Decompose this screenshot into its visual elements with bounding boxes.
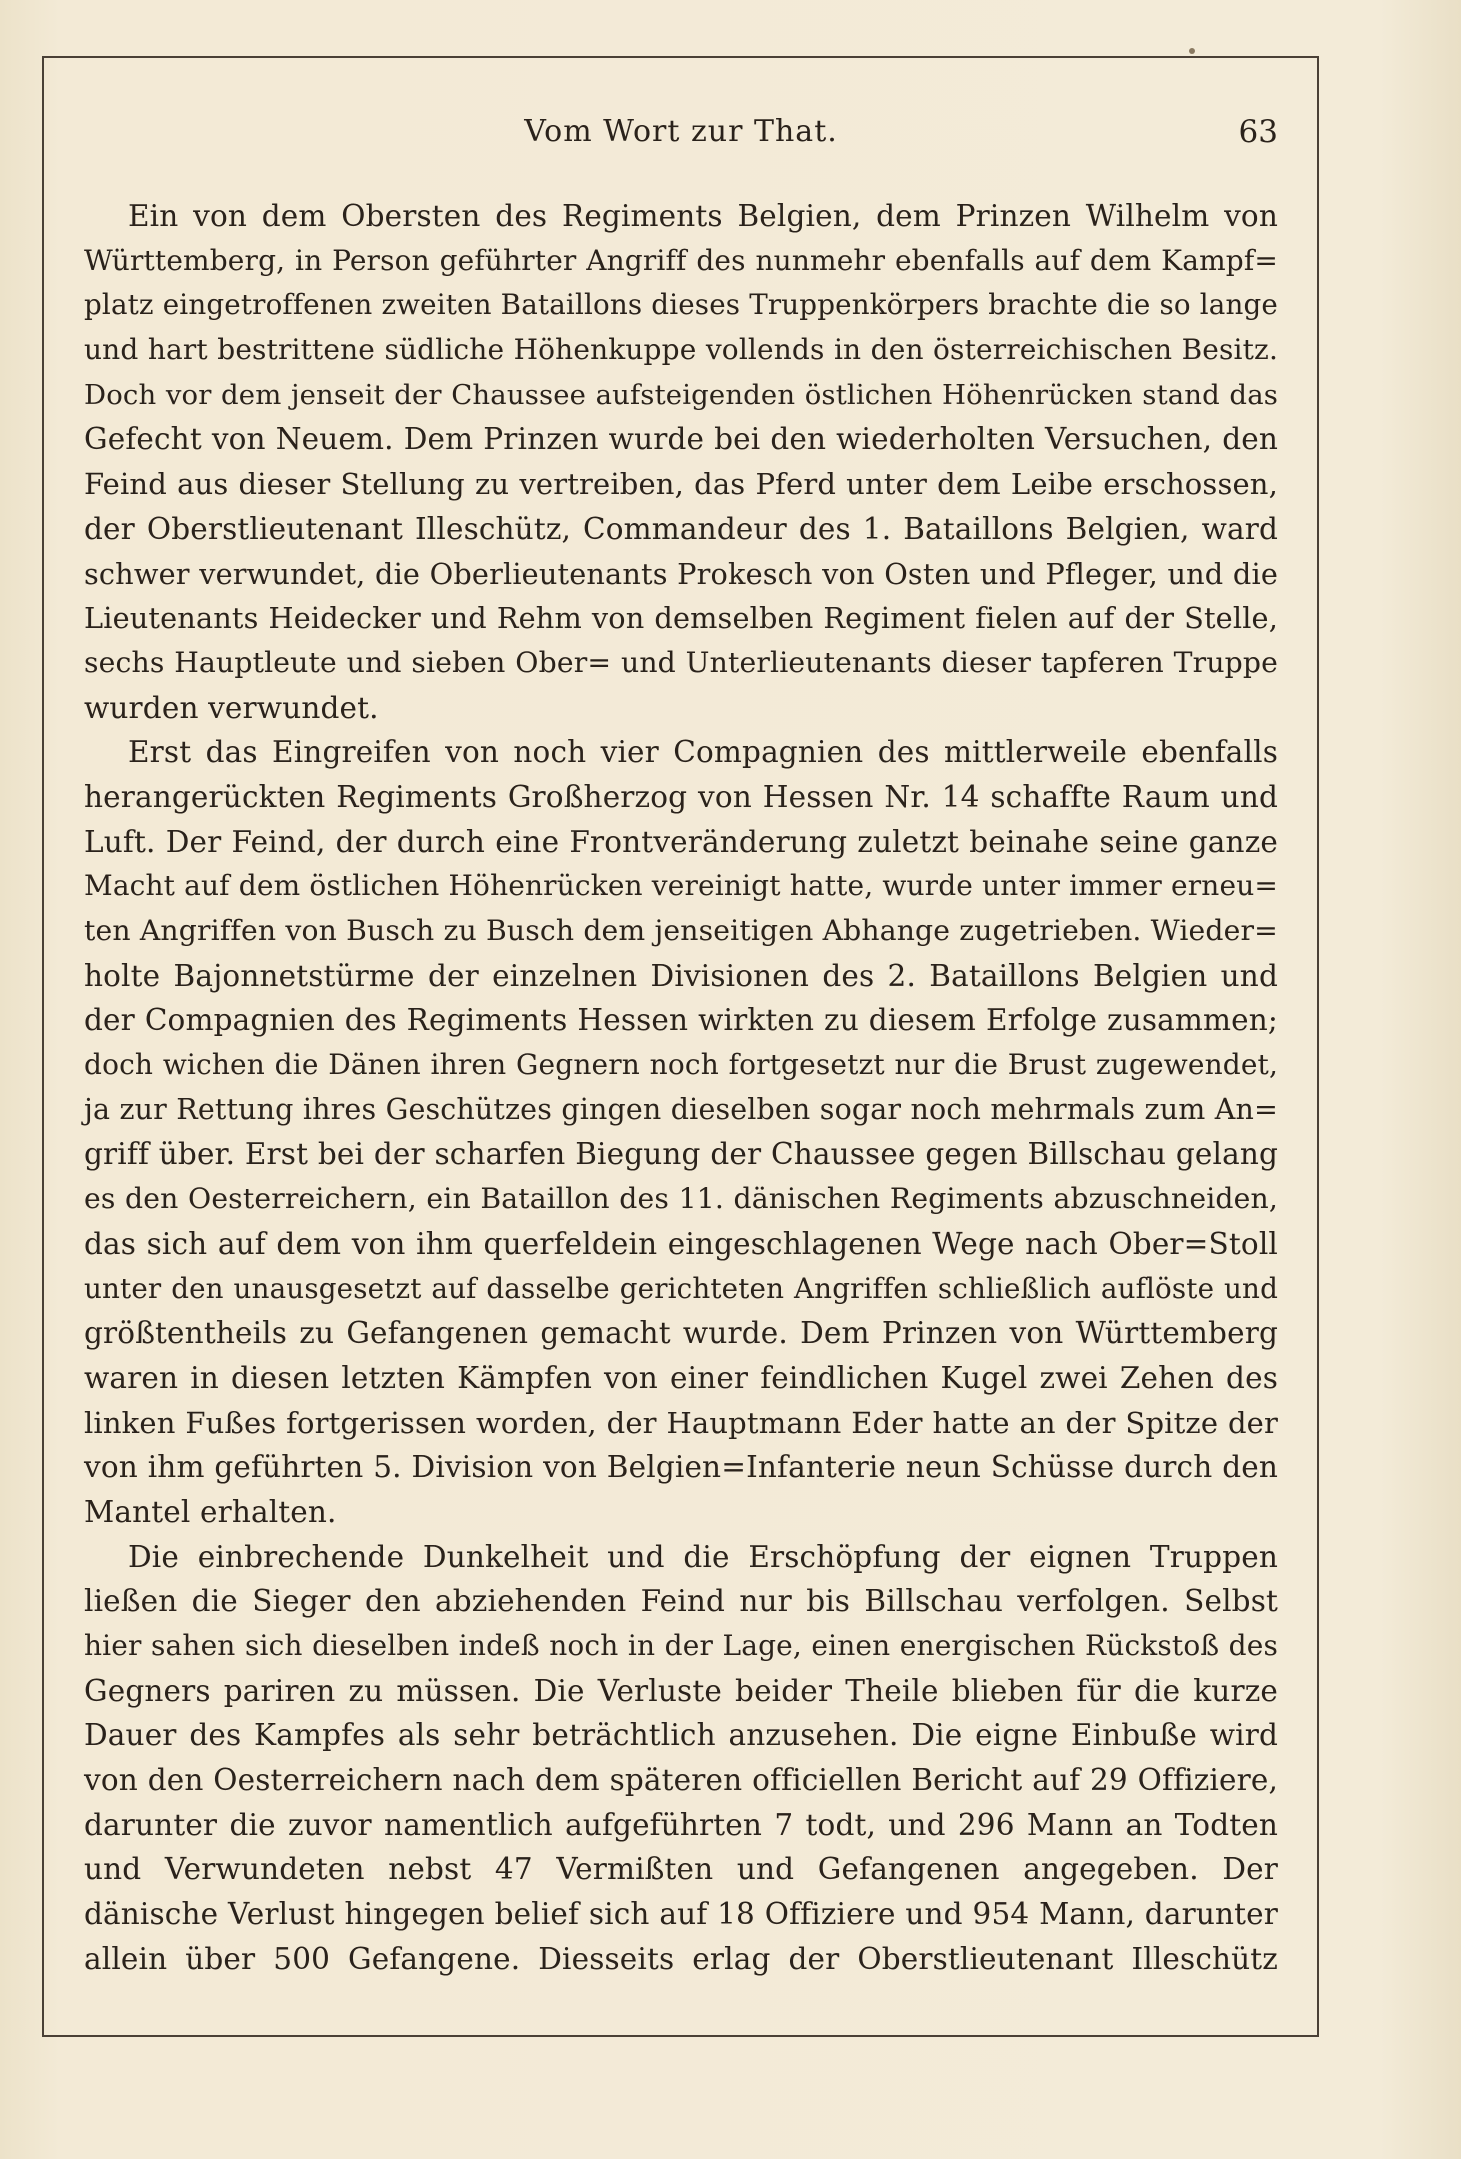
text-line: platz eingetroffenen zweiten Bataillons dieses Truppenkörpers brachte die so lange	[84, 288, 1278, 322]
text-line: waren in diesen letzten Kämpfen von einer feindlichen Kugel zwei Zehen des	[84, 1360, 1278, 1395]
text-line: Gefecht von Neuem. Dem Prinzen wurde bei den wiederholten Versuchen, den	[84, 422, 1278, 457]
text-line: hier sahen sich dieselben indeß noch in der Lage, einen energischen Rückstoß des	[84, 1629, 1278, 1662]
paragraph	[84, 730, 1278, 1534]
text-line: der Oberstlieutenant Illeschütz, Commandeur des 1. Bataillons Belgien, ward	[84, 511, 1278, 546]
text-line: ja zur Rettung ihres Geschützes gingen dieselben sogar noch mehrmals zum An=	[84, 1092, 1278, 1126]
running-title: Vom Wort zur That.	[524, 114, 838, 149]
text-line: allein über 500 Gefangene. Diesseits erlag der Oberstlieutenant Illeschütz	[84, 1941, 1278, 1976]
text-line: linken Fußes fortgerissen worden, der Hauptmann Eder hatte an der Spitze der	[84, 1405, 1278, 1440]
text-line: und hart bestrittene südliche Höhenkuppe vollends in den österreichischen Besitz.	[84, 333, 1278, 367]
text-line: sechs Hauptleute und sieben Ober= und Unterlieutenants dieser tapferen Truppe	[84, 645, 1278, 679]
text-line: Lieutenants Heidecker und Rehm von demselben Regiment fielen auf der Stelle,	[84, 601, 1278, 636]
text-line: Doch vor dem jenseit der Chaussee aufsteigenden östlichen Höhenrücken stand das	[84, 378, 1278, 411]
text-line: es den Oesterreichern, ein Bataillon des 11. dänischen Regiments abzuschneiden,	[84, 1182, 1278, 1216]
text-line: Dauer des Kampfes als sehr beträchtlich anzusehen. Die eigne Einbuße wird	[84, 1718, 1278, 1753]
text-line: Ein von dem Obersten des Regiments Belgien, dem Prinzen Wilhelm von	[128, 199, 1278, 233]
text-line: größtentheils zu Gefangenen gemacht wurde. Dem Prinzen von Württemberg	[84, 1316, 1278, 1351]
text-line: holte Bajonnetstürme der einzelnen Divisionen des 2. Bataillons Belgien und	[84, 958, 1278, 993]
text-line: Macht auf dem östlichen Höhenrücken vereinigt hatte, wurde unter immer erneu=	[84, 869, 1278, 903]
body-text	[84, 194, 1278, 1982]
text-line: ten Angriffen von Busch zu Busch dem jenseitigen Abhange zugetrieben. Wieder=	[84, 914, 1278, 947]
text-line: Luft. Der Feind, der durch eine Frontveränderung zuletzt beinahe seine ganze	[84, 824, 1278, 859]
text-line: unter den unausgesetzt auf dasselbe gerichteten Angriffen schließlich auflöste und	[84, 1271, 1278, 1305]
text-line: das sich auf dem von ihm querfeldein eingeschlagenen Wege nach Ober=Stoll	[84, 1226, 1278, 1261]
text-line: schwer verwundet, die Oberlieutenants Prokesch von Osten und Pfleger, und die	[84, 556, 1278, 591]
paper-speck	[1189, 48, 1195, 54]
text-line: von ihm geführten 5. Division von Belgien=Infanterie neun Schüsse durch den	[84, 1450, 1278, 1485]
text-line: dänische Verlust hingegen belief sich auf 18 Offiziere und 954 Mann, darunter	[84, 1897, 1278, 1932]
text-line: Mantel erhalten.	[84, 1494, 337, 1529]
text-line: doch wichen die Dänen ihren Gegnern noch fortgesetzt nur die Brust zugewendet,	[84, 1048, 1278, 1082]
running-header	[84, 110, 1278, 154]
page-number: 63	[1238, 114, 1278, 150]
text-line: Die einbrechende Dunkelheit und die Erschöpfung der eignen Truppen	[128, 1539, 1278, 1574]
text-line: der Compagnien des Regiments Hessen wirkten zu diesem Erfolge zusammen;	[84, 1003, 1278, 1038]
text-line: und Verwundeten nebst 47 Vermißten und Gefangenen angegeben. Der	[84, 1852, 1278, 1887]
paragraph	[84, 1535, 1278, 1982]
text-line: von den Oesterreichern nach dem späteren officiellen Bericht auf 29 Offiziere,	[84, 1763, 1278, 1798]
text-line: Gegners pariren zu müssen. Die Verluste beider Theile blieben für die kurze	[84, 1673, 1278, 1708]
text-line: wurden verwundet.	[84, 690, 379, 725]
text-line: Feind aus dieser Stellung zu vertreiben, das Pferd unter dem Leibe erschossen,	[84, 467, 1278, 502]
text-line: ließen die Sieger den abziehenden Feind nur bis Billschau verfolgen. Selbst	[84, 1584, 1278, 1619]
text-line: Württemberg, in Person geführter Angriff des nunmehr ebenfalls auf dem Kampf=	[84, 243, 1278, 277]
text-line: darunter die zuvor namentlich aufgeführten 7 todt, und 296 Mann an Todten	[84, 1807, 1278, 1842]
text-line: Erst das Eingreifen von noch vier Compagnien des mittlerweile ebenfalls	[128, 735, 1278, 770]
text-line: griff über. Erst bei der scharfen Biegung der Chaussee gegen Billschau gelang	[84, 1137, 1278, 1172]
paragraph	[84, 194, 1278, 730]
text-line: herangerückten Regiments Großherzog von Hessen Nr. 14 schaffte Raum und	[84, 779, 1278, 814]
